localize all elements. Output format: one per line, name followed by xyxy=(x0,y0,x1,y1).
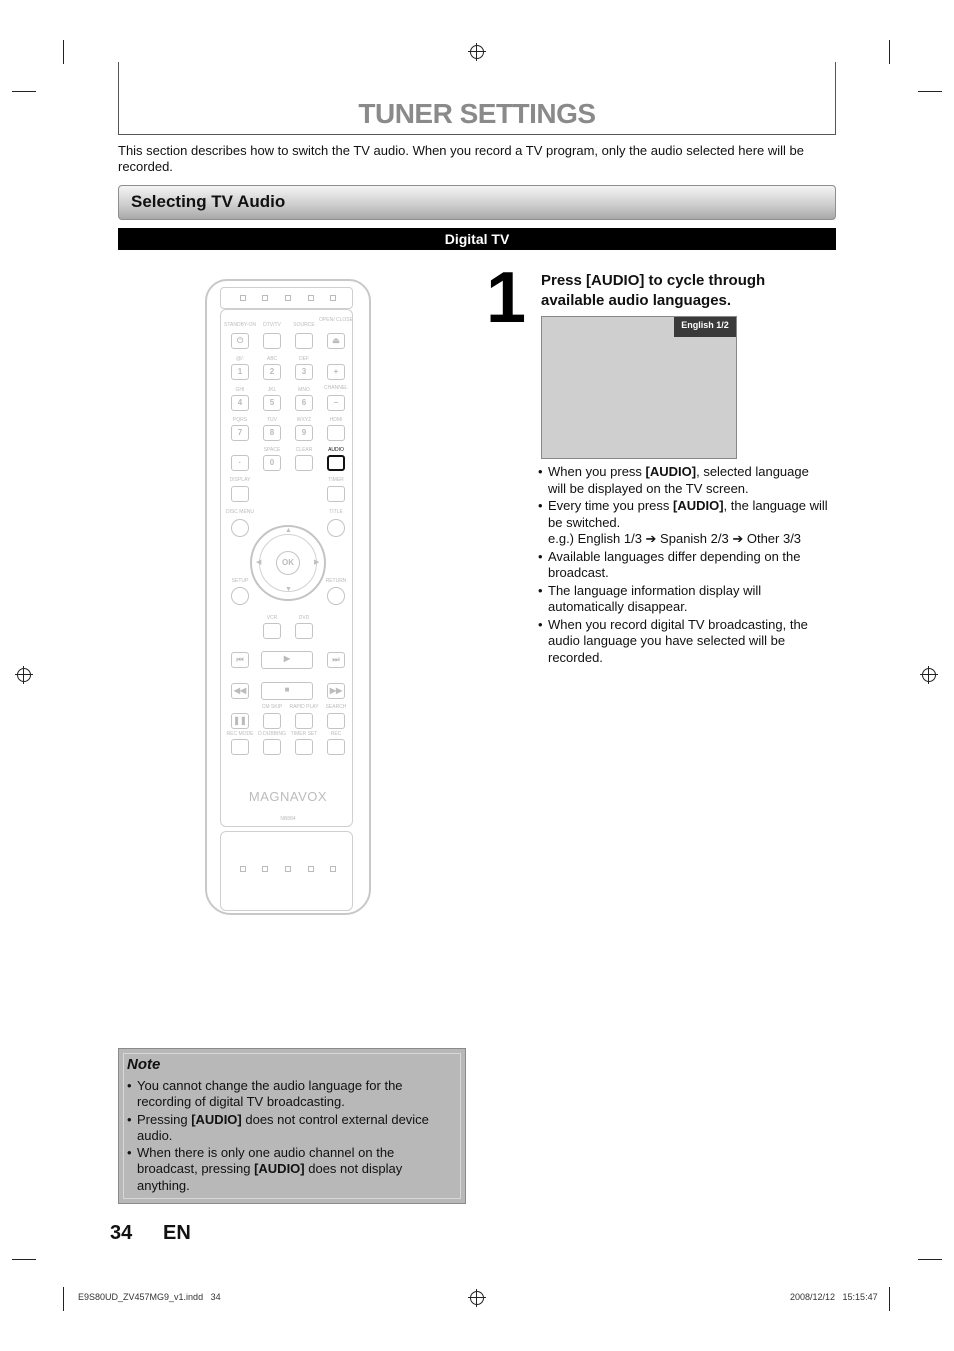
label-display: DISPLAY xyxy=(229,477,251,483)
hdmi-key xyxy=(327,425,345,441)
rapid-play-key xyxy=(295,713,313,729)
remote-top-panel xyxy=(220,287,353,309)
rec-key xyxy=(327,739,345,755)
label-rec: REC xyxy=(330,731,342,737)
bullet-item: • The language information display will automatically disappear. xyxy=(538,583,828,616)
step-bullets xyxy=(538,464,828,667)
indicator xyxy=(285,295,291,301)
indicator xyxy=(285,866,291,872)
indicator xyxy=(240,866,246,872)
cm-skip-key xyxy=(263,713,281,729)
note-title: Note xyxy=(127,1056,161,1073)
setup-key xyxy=(231,587,249,605)
bullet-item: • Every time you press [AUDIO], the language will be switched. e.g.) English 1/3 ➔ Spanish 2/3 ➔ Other 3/3 xyxy=(538,498,828,548)
key-6: 6 xyxy=(295,395,313,411)
remote-brand-logo: MAGNAVOX xyxy=(248,789,328,804)
crop-mark xyxy=(12,1259,36,1260)
key-1: 1 xyxy=(231,364,249,380)
indicator xyxy=(330,295,336,301)
label-timer: TIMER xyxy=(328,477,344,483)
label-standby: STANDBY-ON xyxy=(224,322,256,328)
label-1: @/: xyxy=(236,356,244,362)
tv-screen-illustration xyxy=(541,316,737,459)
title-key xyxy=(327,519,345,537)
note-item: • When there is only one audio channel on the broadcast, pressing [AUDIO] does not display anything. xyxy=(127,1145,457,1194)
crop-mark xyxy=(12,91,36,92)
channel-down-key: – xyxy=(327,395,345,411)
audio-key-highlighted xyxy=(327,455,345,471)
label-6: MNO xyxy=(298,387,310,393)
note-item: • Pressing [AUDIO] does not control external device audio. xyxy=(127,1112,457,1145)
skip-forward-icon: ⏭ xyxy=(327,652,345,668)
indicator xyxy=(262,866,268,872)
timer-set-key xyxy=(295,739,313,755)
label-setup: SETUP xyxy=(231,578,249,584)
crop-mark xyxy=(889,40,890,64)
label-dubbing: D.DUBBING xyxy=(258,731,286,737)
label-timer-set: TIMER SET xyxy=(290,731,318,737)
display-key xyxy=(231,486,249,502)
dot-key: · xyxy=(231,455,249,471)
crop-mark xyxy=(63,40,64,64)
note-box xyxy=(118,1048,466,1204)
registration-mark-icon xyxy=(922,668,936,682)
label-return: RETURN xyxy=(325,578,347,584)
stop-icon: ■ xyxy=(261,682,313,700)
rec-mode-key xyxy=(231,739,249,755)
ok-key: OK xyxy=(276,551,300,575)
crop-mark xyxy=(63,1287,64,1311)
dvd-key xyxy=(295,623,313,639)
label-audio: AUDIO xyxy=(328,447,344,453)
key-3: 3 xyxy=(295,364,313,380)
step-number: 1 xyxy=(486,258,527,338)
key-5: 5 xyxy=(263,395,281,411)
footer-file: E9S80UD_ZV457MG9_v1.indd 34 xyxy=(78,1292,221,1302)
note-item: • You cannot change the audio language for the recording of digital TV broadcasting. xyxy=(127,1078,457,1111)
label-3: DEF xyxy=(299,356,309,362)
step-instruction: Press [AUDIO] to cycle through available audio languages. xyxy=(541,272,766,309)
label-rapid-play: RAPID PLAY xyxy=(289,704,319,710)
label-dtv: DTV/TV xyxy=(263,322,281,328)
crop-mark xyxy=(918,1259,942,1260)
label-9: WXYZ xyxy=(296,417,312,423)
label-channel: CHANNEL xyxy=(324,385,348,391)
label-source: SOURCE xyxy=(293,322,315,328)
crop-mark xyxy=(918,91,942,92)
registration-mark-icon xyxy=(470,45,484,59)
skip-back-icon: ⏮ xyxy=(231,652,249,668)
label-dvd: DVD xyxy=(298,615,310,621)
arrow-right-icon: ▶ xyxy=(314,559,320,566)
fast-forward-icon: ▶▶ xyxy=(327,683,345,699)
indicator xyxy=(330,866,336,872)
key-4: 4 xyxy=(231,395,249,411)
timer-key xyxy=(327,486,345,502)
page-number: 34 xyxy=(110,1222,133,1244)
arrow-down-icon: ▼ xyxy=(285,586,292,593)
registration-mark-icon xyxy=(17,668,31,682)
rewind-icon: ◀◀ xyxy=(231,683,249,699)
disc-menu-key xyxy=(231,519,249,537)
standby-key: ⏻ xyxy=(231,333,249,349)
arrow-up-icon: ▲ xyxy=(285,527,292,534)
label-cm-skip: CM SKIP xyxy=(261,704,283,710)
play-icon: ▶ xyxy=(261,651,313,669)
label-4: GHI xyxy=(235,387,245,393)
indicator xyxy=(308,866,314,872)
return-key xyxy=(327,587,345,605)
crop-mark xyxy=(889,1287,890,1311)
clear-key xyxy=(295,455,313,471)
source-key xyxy=(295,333,313,349)
registration-mark-icon xyxy=(470,1291,484,1305)
indicator xyxy=(240,295,246,301)
section-title: Selecting TV Audio xyxy=(131,192,286,211)
page-title: TUNER SETTINGS xyxy=(358,98,596,129)
label-2: ABC xyxy=(266,356,278,362)
mode-bar: Digital TV xyxy=(118,228,836,250)
remote-bottom-panel xyxy=(220,831,353,911)
bullet-item: • Available languages differ depending on the broadcast. xyxy=(538,549,828,582)
key-0: 0 xyxy=(263,455,281,471)
indicator xyxy=(308,295,314,301)
remote-control-illustration xyxy=(205,279,371,915)
key-9: 9 xyxy=(295,425,313,441)
example-text: e.g.) English 1/3 ➔ Spanish 2/3 ➔ Other 3/3 xyxy=(548,531,802,546)
open-close-key: ⏏ xyxy=(327,333,345,349)
label-5: JKL xyxy=(267,387,277,393)
indicator xyxy=(262,295,268,301)
label-vcr: VCR xyxy=(266,615,278,621)
label-search: SEARCH xyxy=(325,704,347,710)
section-header xyxy=(118,185,836,220)
key-2: 2 xyxy=(263,364,281,380)
bullet-item: • When you press [AUDIO], selected language will be displayed on the TV screen. xyxy=(538,464,828,497)
page-language: EN xyxy=(163,1222,191,1244)
label-disc-menu: DISC MENU xyxy=(225,509,255,515)
label-open-close: OPEN/ CLOSE xyxy=(319,317,353,323)
channel-up-key: + xyxy=(327,364,345,380)
label-7: PQRS xyxy=(232,417,248,423)
label-rec-mode: REC MODE xyxy=(226,731,254,737)
dubbing-key xyxy=(263,739,281,755)
label-space: SPACE xyxy=(263,447,281,453)
arrow-left-icon: ◀ xyxy=(256,559,262,566)
key-7: 7 xyxy=(231,425,249,441)
bullet-item: • When you record digital TV broadcasting, the audio language you have selected will be recorded. xyxy=(538,617,828,667)
intro-text: This section describes how to switch the TV audio. When you record a TV program, only the audio selected here will be recorded. xyxy=(118,143,804,174)
search-key xyxy=(327,713,345,729)
language-badge: English 1/2 xyxy=(674,317,736,337)
key-8: 8 xyxy=(263,425,281,441)
remote-model: NB884 xyxy=(280,816,296,822)
footer-timestamp: 2008/12/12 15:15:47 xyxy=(790,1292,878,1302)
note-bullets xyxy=(127,1078,457,1195)
label-8: TUV xyxy=(267,417,277,423)
label-hdmi: HDMI xyxy=(329,417,343,423)
vcr-key xyxy=(263,623,281,639)
dtv-key xyxy=(263,333,281,349)
pause-icon: ❚❚ xyxy=(231,713,249,729)
label-clear: CLEAR xyxy=(295,447,313,453)
label-title: TITLE xyxy=(329,509,343,515)
